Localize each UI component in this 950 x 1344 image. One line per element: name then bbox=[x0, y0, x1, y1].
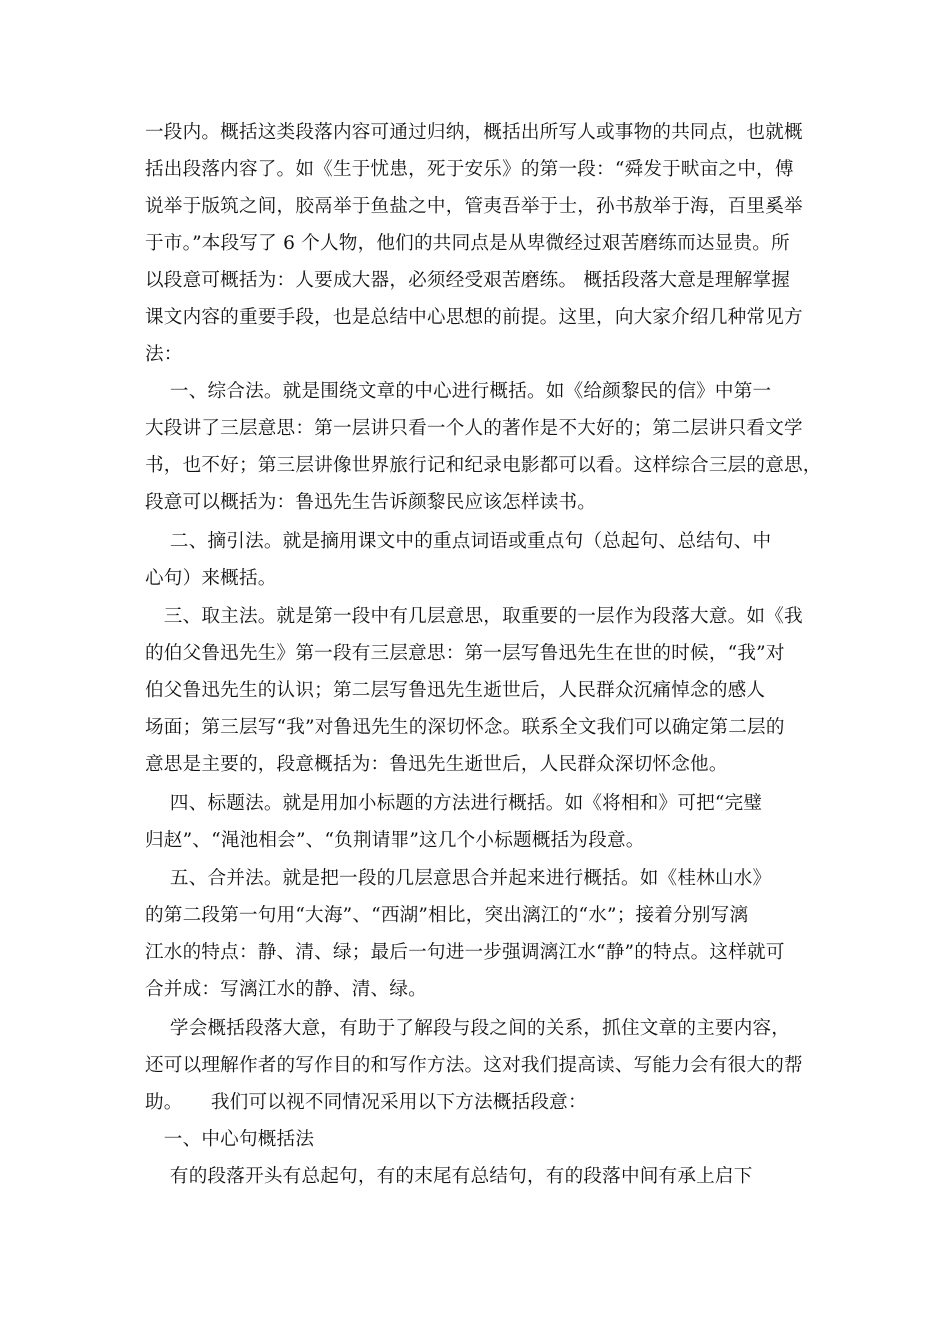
text-line: 书，也不好；第三层讲像世界旅行记和纪录电影都可以看。这样综合三层的意思， bbox=[145, 455, 822, 476]
text-line: 的第二段第一句用“大海”、“西湖”相比，突出漓江的“水”；接着分别写漓 bbox=[145, 905, 749, 926]
paragraph-heading-line: 五、合并法。就是把一段的几层意思合并起来进行概括。如《桂林山水》 bbox=[145, 868, 772, 889]
text-line: 以段意可概括为：人要成大器，必须经受艰苦磨练。 概括段落大意是理解掌握 bbox=[145, 270, 791, 291]
text-line: 助。 我们可以视不同情况采用以下方法概括段意： bbox=[145, 1092, 587, 1113]
paragraph-heading-line: 三、取主法。就是第一段中有几层意思，取重要的一层作为段落大意。如《我 bbox=[145, 606, 803, 627]
text-line: 段意可以概括为：鲁迅先生告诉颜黎民应该怎样读书。 bbox=[145, 492, 597, 513]
paragraph-heading-line: 四、标题法。就是用加小标题的方法进行概括。如《将相和》可把“完璧 bbox=[145, 793, 763, 814]
section-heading-line: 一、中心句概括法 bbox=[145, 1129, 315, 1150]
text-line: 伯父鲁迅先生的认识；第二层写鲁迅先生逝世后，人民群众沉痛悼念的感人 bbox=[145, 680, 766, 701]
text-line: 的伯父鲁迅先生》第一段有三层意思：第一层写鲁迅先生在世的时候，“我”对 bbox=[145, 643, 785, 664]
paragraph-heading-line: 一、综合法。就是围绕文章的中心进行概括。如《给颜黎民的信》中第一 bbox=[145, 381, 772, 402]
text-line: 还可以理解作者的写作目的和写作方法。这对我们提高读、写能力会有很大的帮 bbox=[145, 1055, 803, 1076]
text-line: 归赵”、“渑池相会”、“负荆请罪”这几个小标题概括为段意。 bbox=[145, 830, 645, 851]
text-line: 有的段落开头有总起句，有的末尾有总结句，有的段落中间有承上启下 bbox=[145, 1166, 753, 1187]
text-line: 大段讲了三层意思：第一层讲只看一个人的著作是不大好的；第二层讲只看文学 bbox=[145, 418, 803, 439]
text-line: 于市。”本段写了 6 个人物，他们的共同点是从卑微经过艰苦磨练而达显贵。所 bbox=[145, 233, 790, 254]
text-line: 江水的特点：静、清、绿；最后一句进一步强调漓江水“静”的特点。这样就可 bbox=[145, 942, 785, 963]
text-line: 括出段落内容了。如《生于忧患，死于安乐》的第一段：“舜发于畎亩之中，傅 bbox=[145, 159, 794, 180]
text-line: 课文内容的重要手段，也是总结中心思想的前提。这里，向大家介绍几种常见方 bbox=[145, 307, 803, 328]
text-line: 意思是主要的，段意概括为：鲁迅先生逝世后，人民群众深切怀念他。 bbox=[145, 754, 728, 775]
paragraph-line: 学会概括段落大意，有助于了解段与段之间的关系，抓住文章的主要内容， bbox=[145, 1018, 791, 1039]
paragraph-heading-line: 二、摘引法。就是摘用课文中的重点词语或重点句（总起句、总结句、中 bbox=[145, 531, 772, 552]
text-line: 心句）来概括。 bbox=[145, 568, 277, 589]
text-line: 说举于版筑之间，胶鬲举于鱼盐之中，管夷吾举于士，孙书敖举于海，百里奚举 bbox=[145, 196, 803, 217]
text-line: 一段内。概括这类段落内容可通过归纳，概括出所写人或事物的共同点，也就概 bbox=[145, 122, 803, 143]
text-line: 合并成：写漓江水的静、清、绿。 bbox=[145, 979, 427, 1000]
text-line: 法： bbox=[145, 344, 183, 365]
text-line: 场面；第三层写“我”对鲁迅先生的深切怀念。联系全文我们可以确定第二层的 bbox=[145, 717, 785, 738]
